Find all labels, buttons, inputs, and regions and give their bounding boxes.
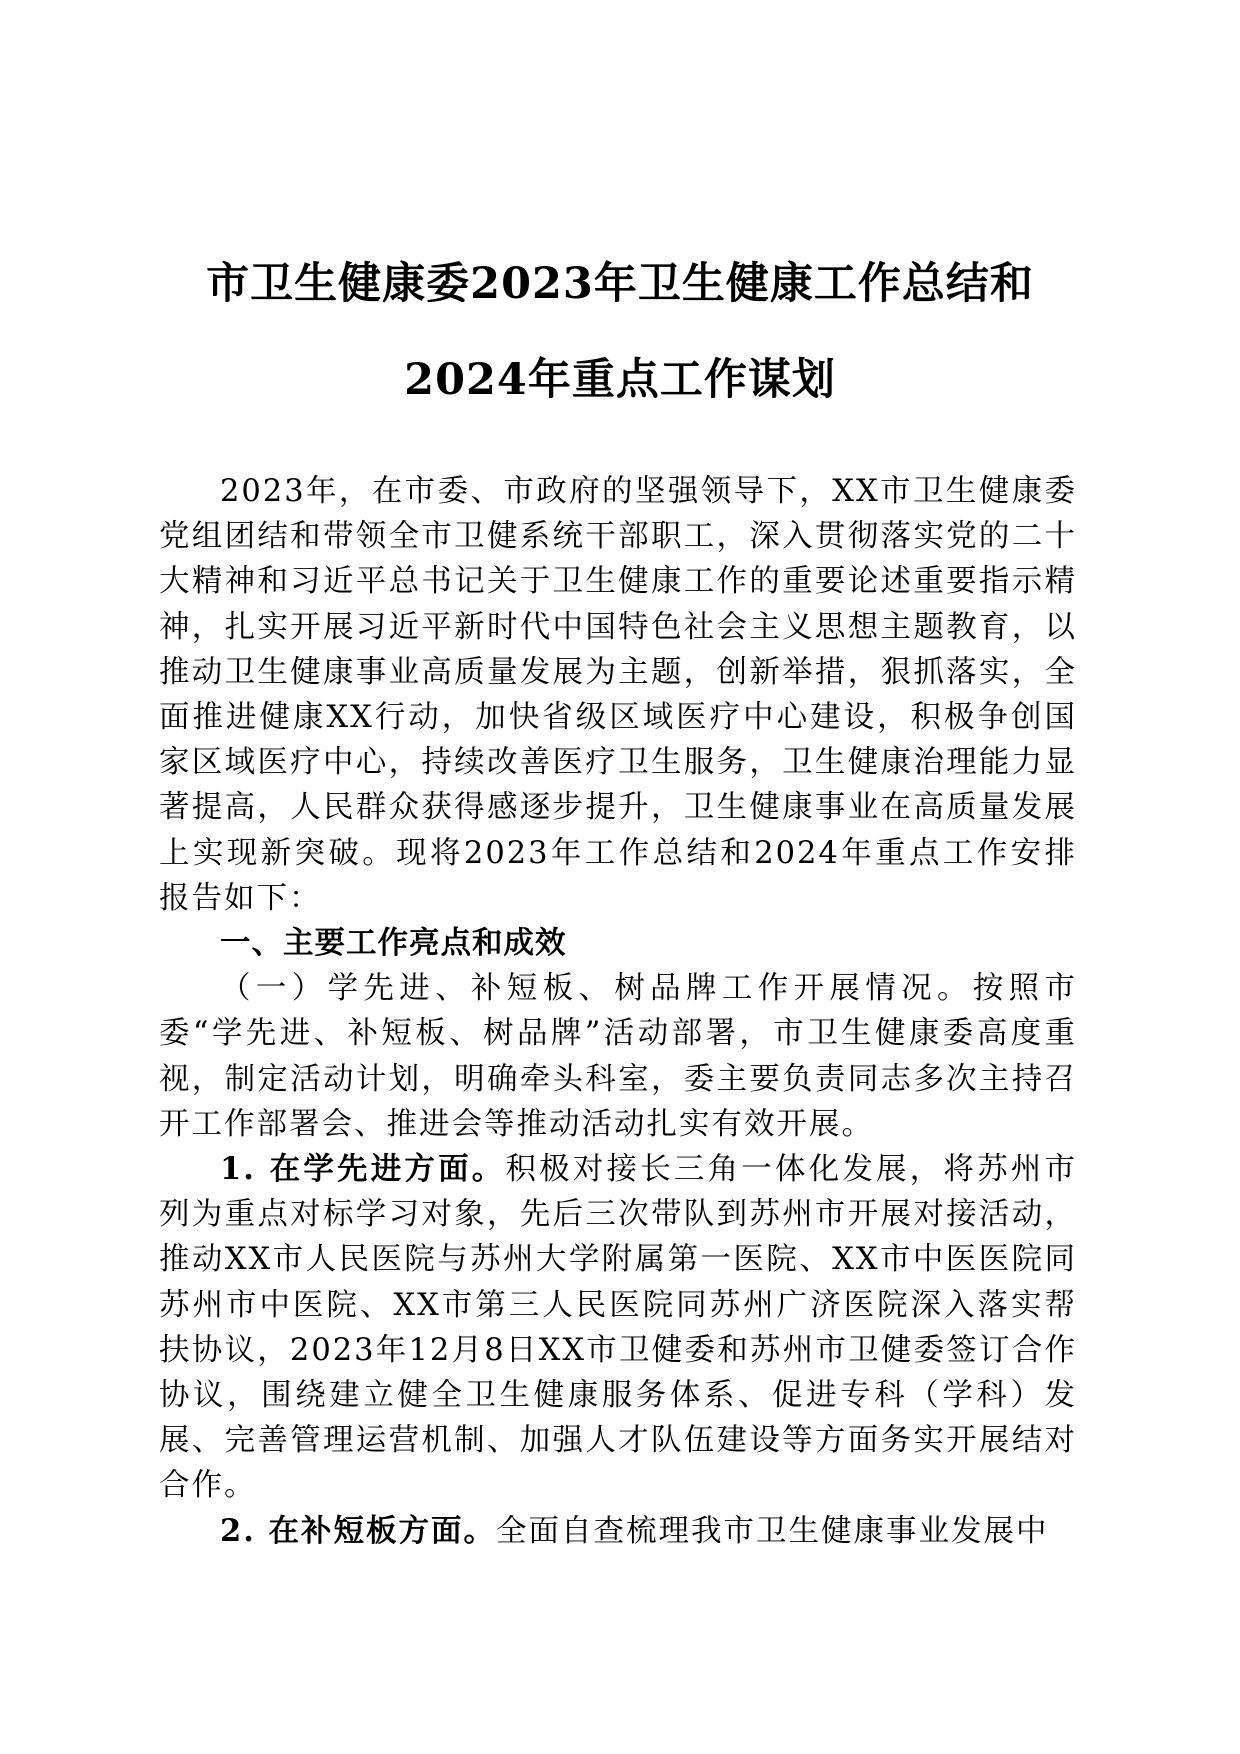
section-heading: 一、主要工作亮点和成效 bbox=[220, 926, 567, 962]
item-paragraph-2 bbox=[159, 1509, 1077, 1554]
item-lead-1: 1. 在学先进方面。 bbox=[220, 1151, 506, 1188]
document-title-line2: 2024年重点工作谋划 bbox=[404, 355, 836, 405]
item-text-1: 积极对接长三角一体化发展，将苏州市列为重点对标学习对象，先后三次带队到苏州市开展对接活动，推动XX市人民医院与苏州大学附属第一医院、XX市中医医院同苏州市中医院、XX市第三人民医院同苏州广济医院深入落实帮扶协议，2023年12月8日XX市卫健委和苏州市卫健委签订合作协议，围绕建立健全卫生健康服务体系、促进专科（学科）发展、完善管理运营机制、加强人才队伍建设等方面务实开展结对合作。 bbox=[159, 1152, 1077, 1504]
item-lead-2: 2. 在补短板方面。 bbox=[220, 1512, 496, 1549]
intro-paragraph: 2023年，在市委、市政府的坚强领导下，XX市卫生健康委党组团结和带领全市卫健系统干部职工，深入贯彻落实党的二十大精神和习近平总书记关于卫生健康工作的重要论述重要指示精神，扎实开展习近平新时代中国特色社会主义思想主题教育，以推动卫生健康事业高质量发展为主题，创新举措，狠抓落实，全面推进健康XX行动，加快省级区域医疗中心建设，积极争创国家区域医疗中心，持续改善医疗卫生服务，卫生健康治理能力显著提高，人民群众获得感逐步提升，卫生健康事业在高质量发展上实现新突破。现将2023年工作总结和2024年重点工作安排报告如下： bbox=[159, 474, 1077, 916]
item-paragraph-1 bbox=[159, 1147, 1077, 1509]
document-body bbox=[159, 469, 1077, 1554]
document-title-line1: 市卫生健康委2023年卫生健康工作总结和 bbox=[206, 259, 1034, 309]
item-text-2: 全面自查梳理我市卫生健康事业发展中 bbox=[495, 1513, 1049, 1549]
subsection-paragraph: （一）学先进、补短板、树品牌工作开展情况。按照市委“学先进、补短板、树品牌”活动部署，市卫生健康委高度重视，制定活动计划，明确牵头科室，委主要负责同志多次主持召开工作部署会、推进会等推动活动扎实有效开展。 bbox=[159, 971, 1077, 1142]
